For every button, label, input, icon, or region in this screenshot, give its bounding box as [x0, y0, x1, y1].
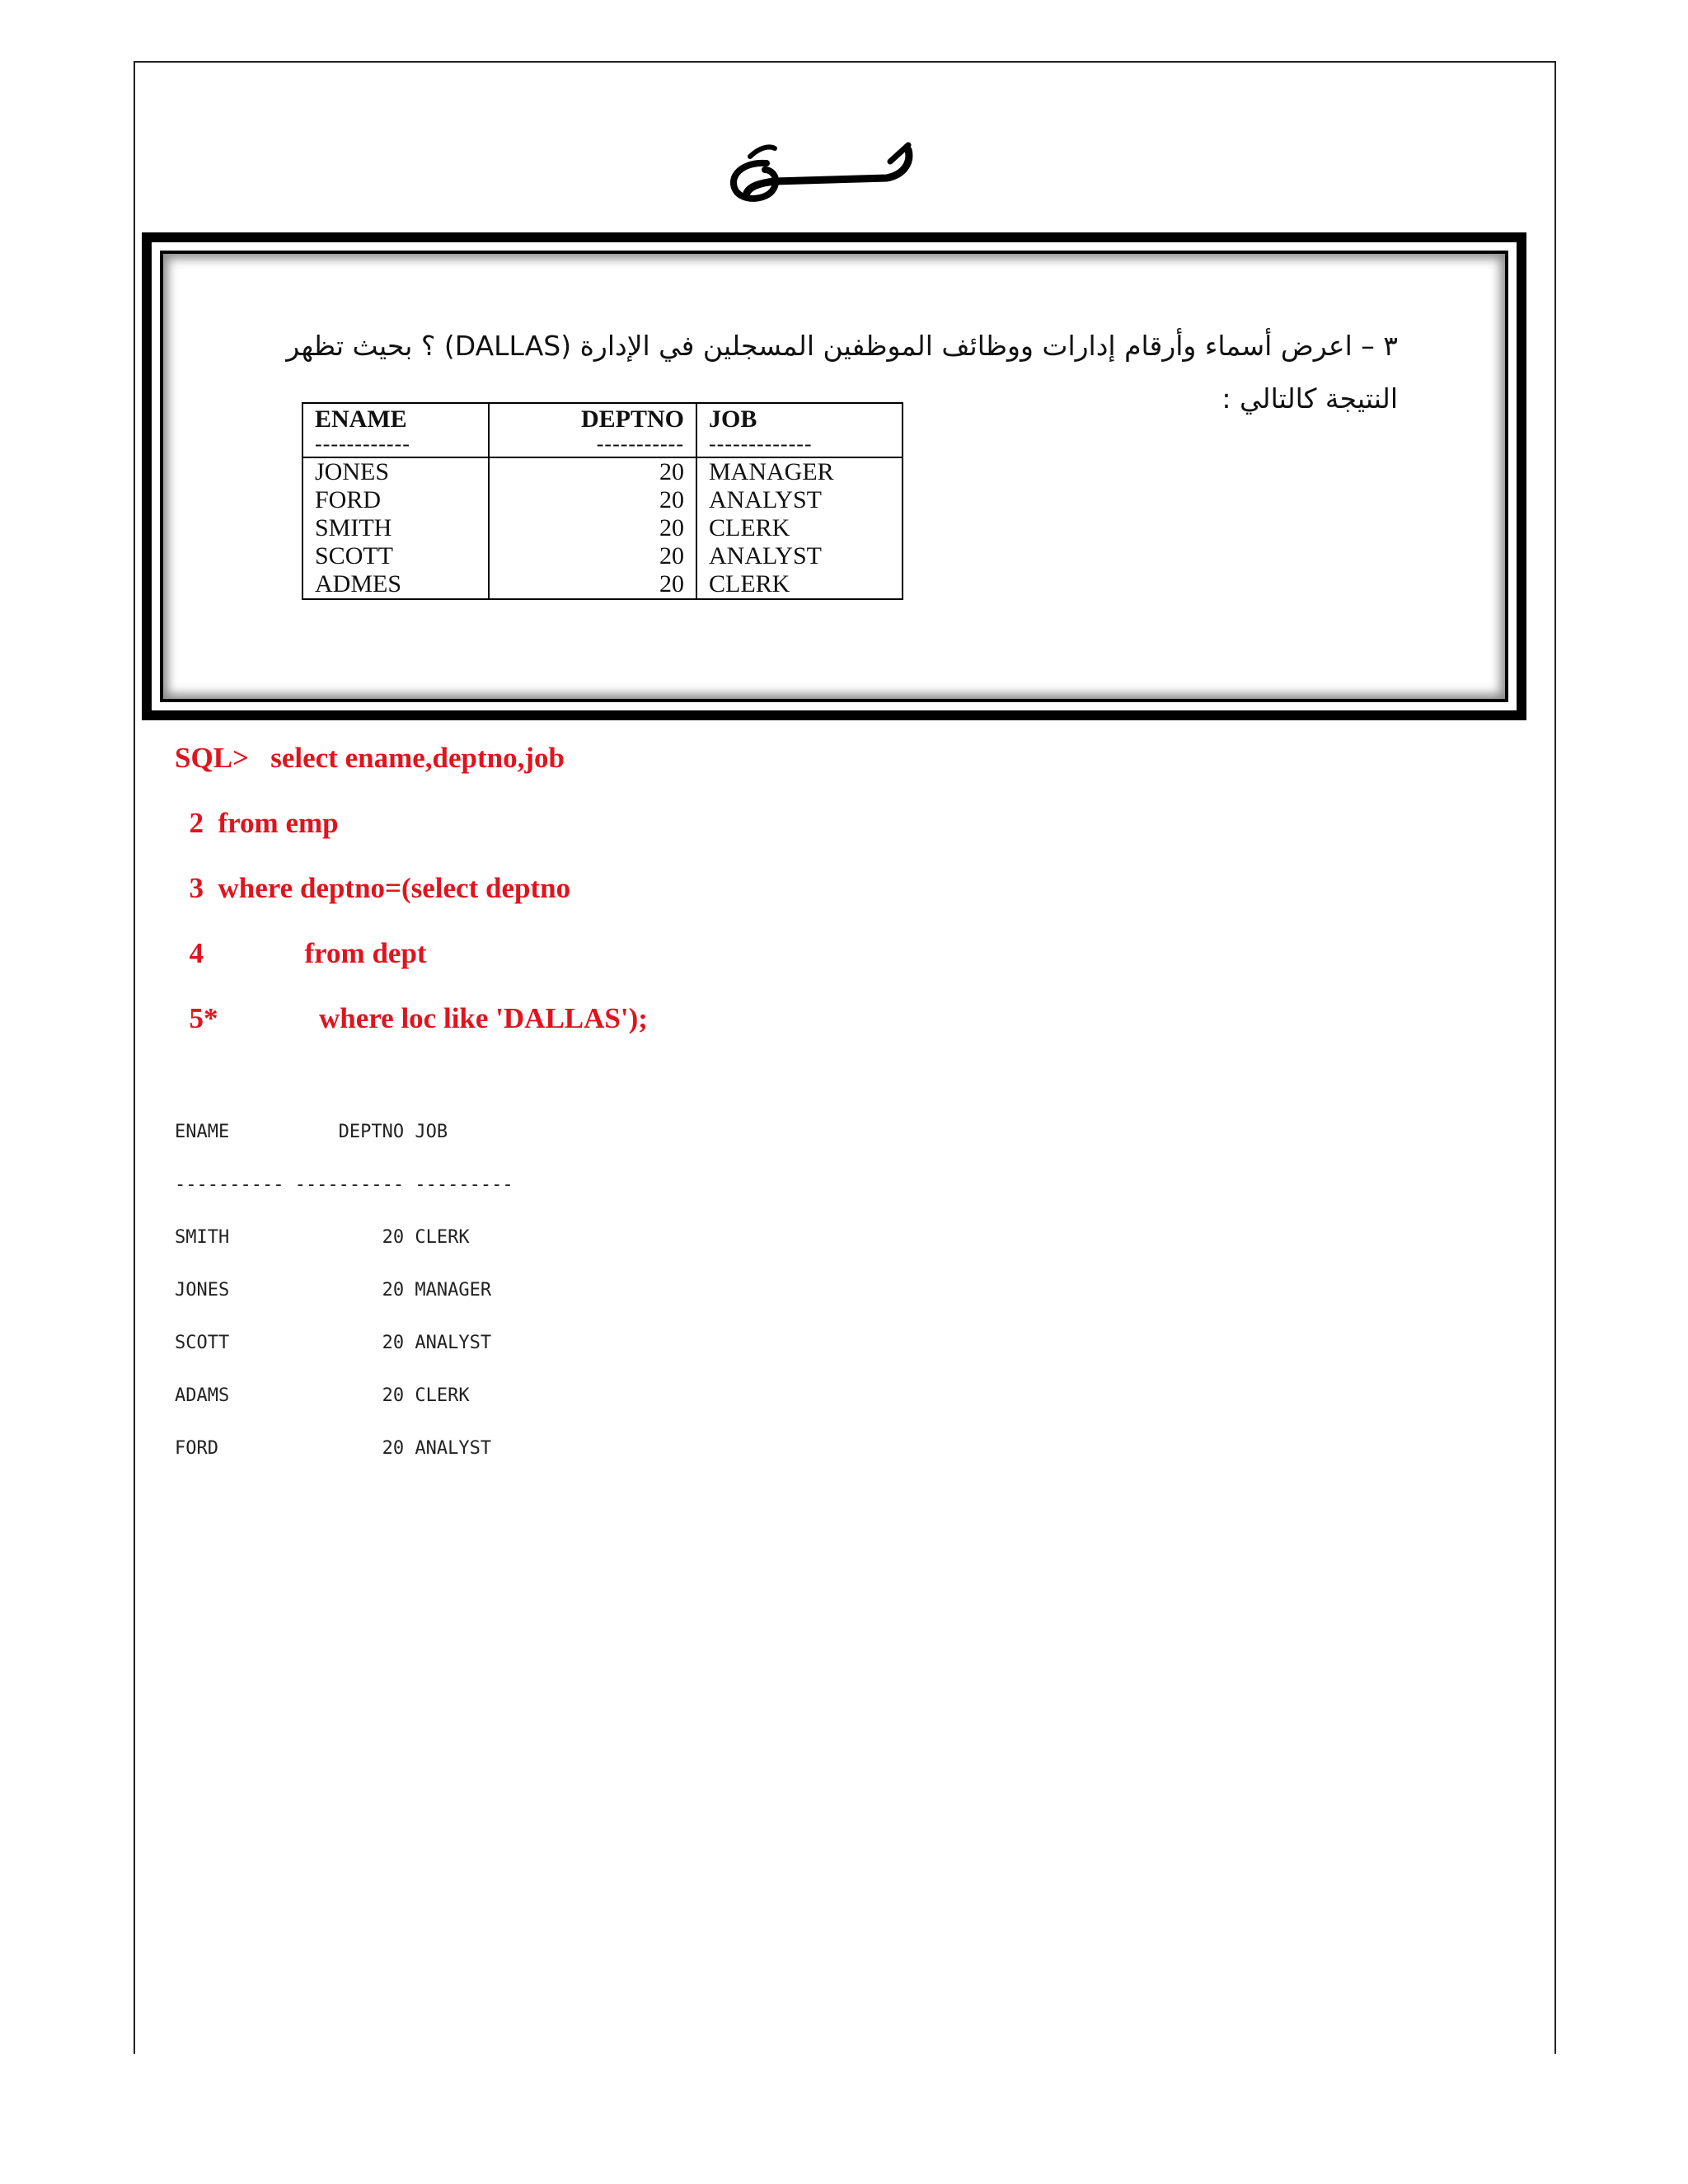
expected-result-table — [302, 402, 903, 600]
output-row: FORD 20 ANALYST — [175, 1438, 492, 1459]
cell-ename: ADMES — [302, 570, 489, 599]
cell-deptno: 20 — [489, 570, 696, 599]
cell-job: MANAGER — [696, 457, 903, 486]
table-row — [302, 457, 903, 486]
table-header-row — [302, 403, 903, 457]
sql-line-1: SQL> select ename,deptno,job — [175, 742, 565, 774]
cell-ename: JONES — [302, 457, 489, 486]
cell-job: ANALYST — [696, 542, 903, 570]
header-deptno — [489, 403, 696, 457]
sql-line-3: 3 where deptno=(select deptno — [175, 872, 571, 904]
table-row — [302, 542, 903, 570]
sql-line-4: 4 from dept — [175, 937, 427, 969]
header-job-label: JOB — [709, 405, 757, 433]
page-border-right — [1554, 61, 1556, 2054]
question-frame-inner — [160, 251, 1508, 702]
page-border-top — [134, 61, 1556, 63]
cell-ename: SMITH — [302, 514, 489, 542]
header-deptno-dashes: ----------- — [596, 432, 684, 456]
cell-deptno: 20 — [489, 486, 696, 514]
output-row: ADAMS 20 CLERK — [175, 1385, 470, 1406]
header-ename-label: ENAME — [315, 405, 407, 433]
output-row: JONES 20 MANAGER — [175, 1280, 492, 1301]
question-text: ٣ – اعرض أسماء وأرقام إدارات ووظائف الموظفين المسجلين في الإدارة (DALLAS) ؟ بحيث تظهر النتيجة كالتالي : — [286, 330, 1398, 415]
header-ename-dashes: ------------ — [315, 432, 410, 456]
output-header: ENAME DEPTNO JOB — [175, 1122, 448, 1142]
table-row — [302, 570, 903, 599]
cell-deptno: 20 — [489, 457, 696, 486]
cell-deptno: 20 — [489, 542, 696, 570]
sql-line-2: 2 from emp — [175, 807, 339, 839]
table-row — [302, 514, 903, 542]
cell-deptno: 20 — [489, 514, 696, 542]
header-job — [696, 403, 903, 457]
cell-job: CLERK — [696, 514, 903, 542]
sql-line-5: 5* where loc like 'DALLAS'); — [175, 1002, 648, 1034]
page-border-left — [134, 61, 135, 2054]
cell-job: CLERK — [696, 570, 903, 599]
cell-ename: SCOTT — [302, 542, 489, 570]
cell-job: ANALYST — [696, 486, 903, 514]
cell-ename: FORD — [302, 486, 489, 514]
question-frame — [142, 232, 1526, 720]
output-separator: ---------- ---------- --------- — [175, 1174, 513, 1195]
solution-heading-calligraphy — [717, 132, 923, 206]
header-job-dashes: ------------- — [709, 432, 813, 456]
output-row: SMITH 20 CLERK — [175, 1227, 470, 1248]
header-deptno-label: DEPTNO — [580, 405, 684, 433]
table-row — [302, 486, 903, 514]
output-row: SCOTT 20 ANALYST — [175, 1333, 492, 1353]
header-ename — [302, 403, 489, 457]
